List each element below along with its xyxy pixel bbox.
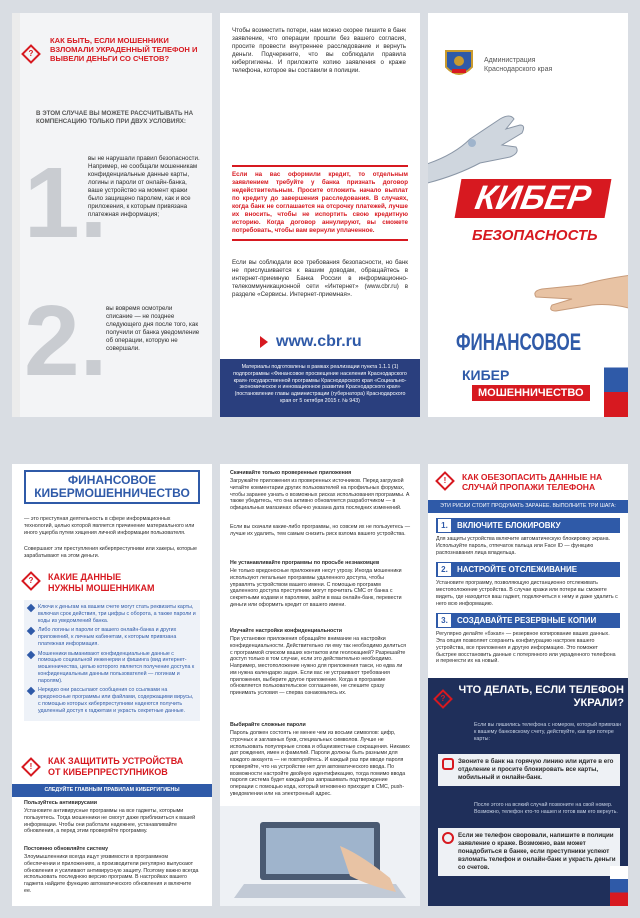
number-two: 2. <box>24 285 108 397</box>
stolen-box <box>438 828 620 876</box>
step-3-title: СОЗДАВАЙТЕ РЕЗЕРВНЫЕ КОПИИ <box>457 616 597 626</box>
cbr-site: www.cbr.ru <box>276 333 362 350</box>
rule-1-title: Пользуйтесь антивирусами <box>24 800 97 806</box>
step-1-title: ВКЛЮЧИТЕ БЛОКИРОВКУ <box>457 521 561 530</box>
step-1 <box>436 518 620 533</box>
alert-icon <box>442 832 454 844</box>
laptop-icon <box>220 806 420 906</box>
section-1-text: Загружайте приложения из проверенных источников. Перед загрузкой читайте комментарии других пользователей на профильных форумах, чтобы заранее узнать о возможных рисках использования программы. А также убедитесь, что она активно обновляется разработчиком — в официальных магазинах обычно указана дата последних изменений. <box>230 478 410 512</box>
rule-2-title: Постоянно обновляйте систему <box>24 846 109 852</box>
panel-phone-safety <box>428 464 628 906</box>
stolen-heading: ЧТО ДЕЛАТЬ, ЕСЛИ ТЕЛЕФОН УКРАЛИ? <box>458 684 624 709</box>
panel-cover <box>428 13 628 417</box>
rule-1-text: Установите антивирусные программы на все гаджеты, которыми пользуетесь. Тогда мошенники не смогут даже приблизиться к вашей информации. Чтобы они работали надежнее, устанавливайте обновления, а перед этим проверяйте программу. <box>24 808 196 835</box>
step-2 <box>436 562 620 577</box>
condition-two: вы вовремя осмотрели списание — не позднее следующего дня после того, как получили от банка уведомление об операции, которую не совершали. <box>106 305 200 352</box>
three-steps-bar: ЭТИ РИСКИ СТОИТ ПРОДУМАТЬ ЗАРАНЕЕ. ВЫПОЛНИТЕ ТРИ ШАГА: <box>428 500 628 513</box>
list-item: Ключи к деньгам на вашем счете могут стать реквизиты карты, включая срок действия, три цифры с оборота, а также пароли и коды из уведомлений банка. <box>28 604 196 624</box>
section-2-title: Не устанавливайте программы по просьбе незнакомцев <box>230 560 380 566</box>
step-2-title: НАСТРОЙТЕ ОТСЛЕЖИВАНИЕ <box>457 565 578 575</box>
stolen-section <box>428 678 628 906</box>
step-3 <box>436 613 620 628</box>
step-3-text: Регулярно делайте «бэкап» — резервное копирование ваших данных. Эта опция позволяет сохранить конфигурацию настроек вашего устройства, все приложения и другую информацию. Это поможет быстрее восстановить данные с потерянного или украденного телефона и перенести их на новый. <box>436 631 616 665</box>
definition-text: — это преступная деятельность в сфере информационных технологий, целью которой является причинение материального или иного ущерба путем хищения личной информации пользователя. <box>24 516 195 536</box>
question-icon: ? <box>21 44 41 64</box>
subtitle-kiber: КИБЕР <box>462 367 510 383</box>
question-icon-2: ? <box>21 571 41 591</box>
section-2-text: Не только вредоносные приложения несут угрозу. Иногда мошенники используют легальные программы удаленного доступа, чтобы управлять устройством вашего имени. С помощью программ удаленного доступа преступники могут прочитать СМС от банка с секретными кодами и паролями, зайти в ваш онлайн-банк, перевести деньги или оформить кредит от вашего имени. <box>230 568 402 608</box>
question-icon-5: ? <box>433 689 453 709</box>
section-title-fraud <box>24 470 200 504</box>
step-2-number: 2. <box>438 563 451 576</box>
fraud-data-list <box>24 600 200 721</box>
number-one: 1. <box>24 147 108 259</box>
protect-heading: КАК ЗАЩИТИТЬ УСТРОЙСТВА ОТ КИБЕРПРЕСТУПНИКОВ <box>48 756 184 777</box>
question-icon-4: ! <box>435 471 455 491</box>
section-1-title: Скачивайте только проверенные приложения <box>230 470 352 476</box>
call-bank-box <box>438 754 620 786</box>
panel-safety-rules <box>220 464 420 906</box>
section-3-title: Изучайте настройки конфиденциальности <box>230 628 342 634</box>
section-3-text: При установке приложения обращайте внимание на настройки конфиденциальности. Действительно ли ему так необходимо делиться с программой списком ваших контактов или геолокацией? Разрешайте доступ только в том случае, если это действительно необходимо. Например, местоположение нужно для приложения такси, но едва ли им нужна календарю задач. Если вас не устраивают требования приложения, выберите другое приложение. Когда в программе обновляется пользовательское соглашение, не спешите сразу принимать условия — сперва ознакомьтесь их. <box>230 636 407 697</box>
phone-icon <box>442 758 454 770</box>
list-item: Мошенники выманивают конфиденциальные данные с помощью социальной инженерии и фишинга (вид интернет-мошенничества, целью которого является получение доступа к конфиденциальным данным пользователей — логинам и паролям). <box>28 651 196 685</box>
step-3-number: 3. <box>438 614 451 627</box>
list-item: Либо логины и пароли от вашего онлайн-банка и других приложений, к личным кабинетам, к которым привязана платежная информация. <box>28 627 196 647</box>
list-item: Нередко они рассылают сообщения со ссылками на вредоносные программы или файлами, содержащими вирусы, с помощью которых киберпреступники надеются получить удаленный доступ к гаджетам и украсть секретные данные. <box>28 687 196 714</box>
title-line1: ФИНАНСОВОЕ <box>67 473 157 487</box>
what-data-heading: КАКИЕ ДАННЫЕ НУЖНЫ МОШЕННИКАМ <box>48 572 155 593</box>
arrow-icon <box>260 336 268 348</box>
stolen-text: Если же телефон своровали, напишите в полиции заявление о краже. Возможно, вам может понадобиться в банке, если преступники успеют взломать телефон и онлайн-банк и украсть деньги со счетов. <box>458 832 616 871</box>
rule-2-text: Злоумышленники всегда ищут уязвимости в программном обеспечении и приложениях, а производители регулярно выпускают обновления и усиливают антивирусную защиту. Поэтому важно всегда использовать последнюю версию программ. В настройках вашего гаджета найдите функцию автоматического обновления и включите ее. <box>24 854 199 894</box>
coat-of-arms-icon <box>442 47 476 83</box>
intro-text: В ЭТОМ СЛУЧАЕ ВЫ МОЖЕТЕ РАССЧИТЫВАТЬ НА КОМПЕНСАЦИЮ ТОЛЬКО ПРИ ДВУХ УСЛОВИЯХ: <box>36 110 194 125</box>
step-1-text: Для защиты устройства включите автоматическую блокировку экрана. Используйте пароль, отпечаток пальца или Face ID — функцию распознавания лица владельца. <box>436 536 611 556</box>
footer-note: Материалы подготовлены в рамках реализации пункта 1.1.1 (1) подпрограммы «Финансовое просвещение населения Краснодарского края» государственной программы Краснодарского края «Социально-экономическое и инновационное развитие Краснодарского края» (постановление главы администрации (губернатора) Краснодарского края от 5 октября 2015 г. № 943) <box>220 359 420 417</box>
title-kiber: КИБЕР <box>455 179 612 218</box>
section-4-title: Выбирайте сложные пароли <box>230 722 306 728</box>
panel-compensation <box>12 13 212 417</box>
condition-one: вы не нарушали правил безопасности. Например, не сообщали мошенникам конфиденциальные данные карты, логины и пароли от онлайн-банка, ваше устройство на момент кражи было защищено паролем, как и все приложения, к которым привязана платежная информация; <box>88 155 200 218</box>
title-security: БЕЗОПАСНОСТЬ <box>472 227 598 244</box>
definition-text-2: Совершают эти преступления киберпреступники или хакеры, которые зарабатывают на этом деньги. <box>24 546 197 559</box>
cbr-link[interactable] <box>260 333 362 351</box>
question-heading: КАК БЫТЬ, ЕСЛИ МОШЕННИКИ ВЗЛОМАЛИ УКРАДЕННЫЙ ТЕЛЕФОН И ВЫВЕЛИ ДЕНЬГИ СО СЧЕТОВ? <box>50 36 198 63</box>
section-4-text: Пароль должен состоять не менее чем из восьми символов: цифр, строчных и заглавных букв, специальных символов. Лучше не использовать популярные слова и общеизвестные сокращения. Никаких дат рождения, имен и фамилий. Пароли должны быть разными для каждого аккаунта — не повторяйтесь. И каждый раз при вводе пароля проверяйте, что на устройстве нет для автоматического ввода. По возможности настройте двойную идентификацию, тогда помимо ввода пароля система будет каждый раз запрашивать подтверждение операции с помощью кода, который мгновенно приходит в СМС, push-уведомлении или на электронный адрес. <box>230 730 410 797</box>
panel-fraud-definition <box>12 464 212 906</box>
rules-bar: СЛЕДУЙТЕ ГЛАВНЫМ ПРАВИЛАМ КИБЕРГИГИЕНЫ <box>12 784 212 797</box>
question-icon-3: ! <box>21 757 41 777</box>
phone-safety-heading: КАК ОБЕЗОПАСИТЬ ДАННЫЕ НА СЛУЧАЙ ПРОПАЖИ ТЕЛЕФОНА <box>462 472 603 493</box>
admin-label: Администрация Краснодарского края <box>484 57 553 73</box>
section-1b-text: Если вы скачали какие-либо программы, но совсем их не пользуетесь — лучше их удалить, тем самым снизить риск взлома вашего устройства. <box>230 524 411 537</box>
lost-intro: Если вы лишились телефона с номером, который привязан к вашему банковскому счету, действуйте, как при потере карты: <box>474 722 622 742</box>
after-call-text: После этого на всякий случай позвоните на свой номер. Возможно, телефон кто-то нашел и готов вам его вернуть. <box>474 802 618 815</box>
panel-bank-claim <box>220 13 420 417</box>
step-2-text: Установите программу, позволяющую дистанционно отслеживать местоположение устройства. В случае кражи или потери вы сможете видеть, где находится ваш гаджет, подключиться к нему и даже удалить с него всю информацию. <box>436 580 618 607</box>
cbr-appeal-text: Если вы соблюдали все требования безопасности, но банк не прислушивается к вашим доводам, обращайтесь в интернет-приемную Банка России в информационно-телекоммуникационной сети «Интернет» (www.cbr.ru) в разделе «Сервисы. Интернет-приемная». <box>232 259 408 298</box>
claim-text: Чтобы возместить потери, нам можно скорее пишите в банк заявление, что операции прошли без вашего согласия, просите провести внутреннее расследование и вернуть деньги. Подчеркните, что вы соблюдали правила кибергигиены. И приложите копию заявления о краже телефона, которое вы составили в полиции. <box>232 27 406 74</box>
subtitle-financial: ФИНАНСОВОЕ <box>456 329 582 356</box>
robot-hand-icon <box>428 99 530 189</box>
human-hand-icon <box>522 245 628 315</box>
credit-warning-box: Если на вас оформили кредит, то отдельным заявлением требуйте у банка признать договор недействительным. Просите отложить начало выплат по кредиту до завершения расследования. В случаях, когда банк не соглашается на отсрочку платежей, лучше их вносить, чтобы не испортить свою кредитную историю. Когда договор аннулируют, вы сможете потребовать, чтобы вам вернули уплаченное. <box>232 165 408 241</box>
subtitle-fraud: МОШЕННИЧЕСТВО <box>472 385 590 401</box>
step-1-number: 1. <box>438 519 451 532</box>
title-line2: КИБЕРМОШЕННИЧЕСТВО <box>34 486 190 501</box>
call-bank-text: Звоните в банк на горячую линию или идите в его отделение и просите блокировать все карты, мобильный и онлайн-банк. <box>458 758 614 781</box>
